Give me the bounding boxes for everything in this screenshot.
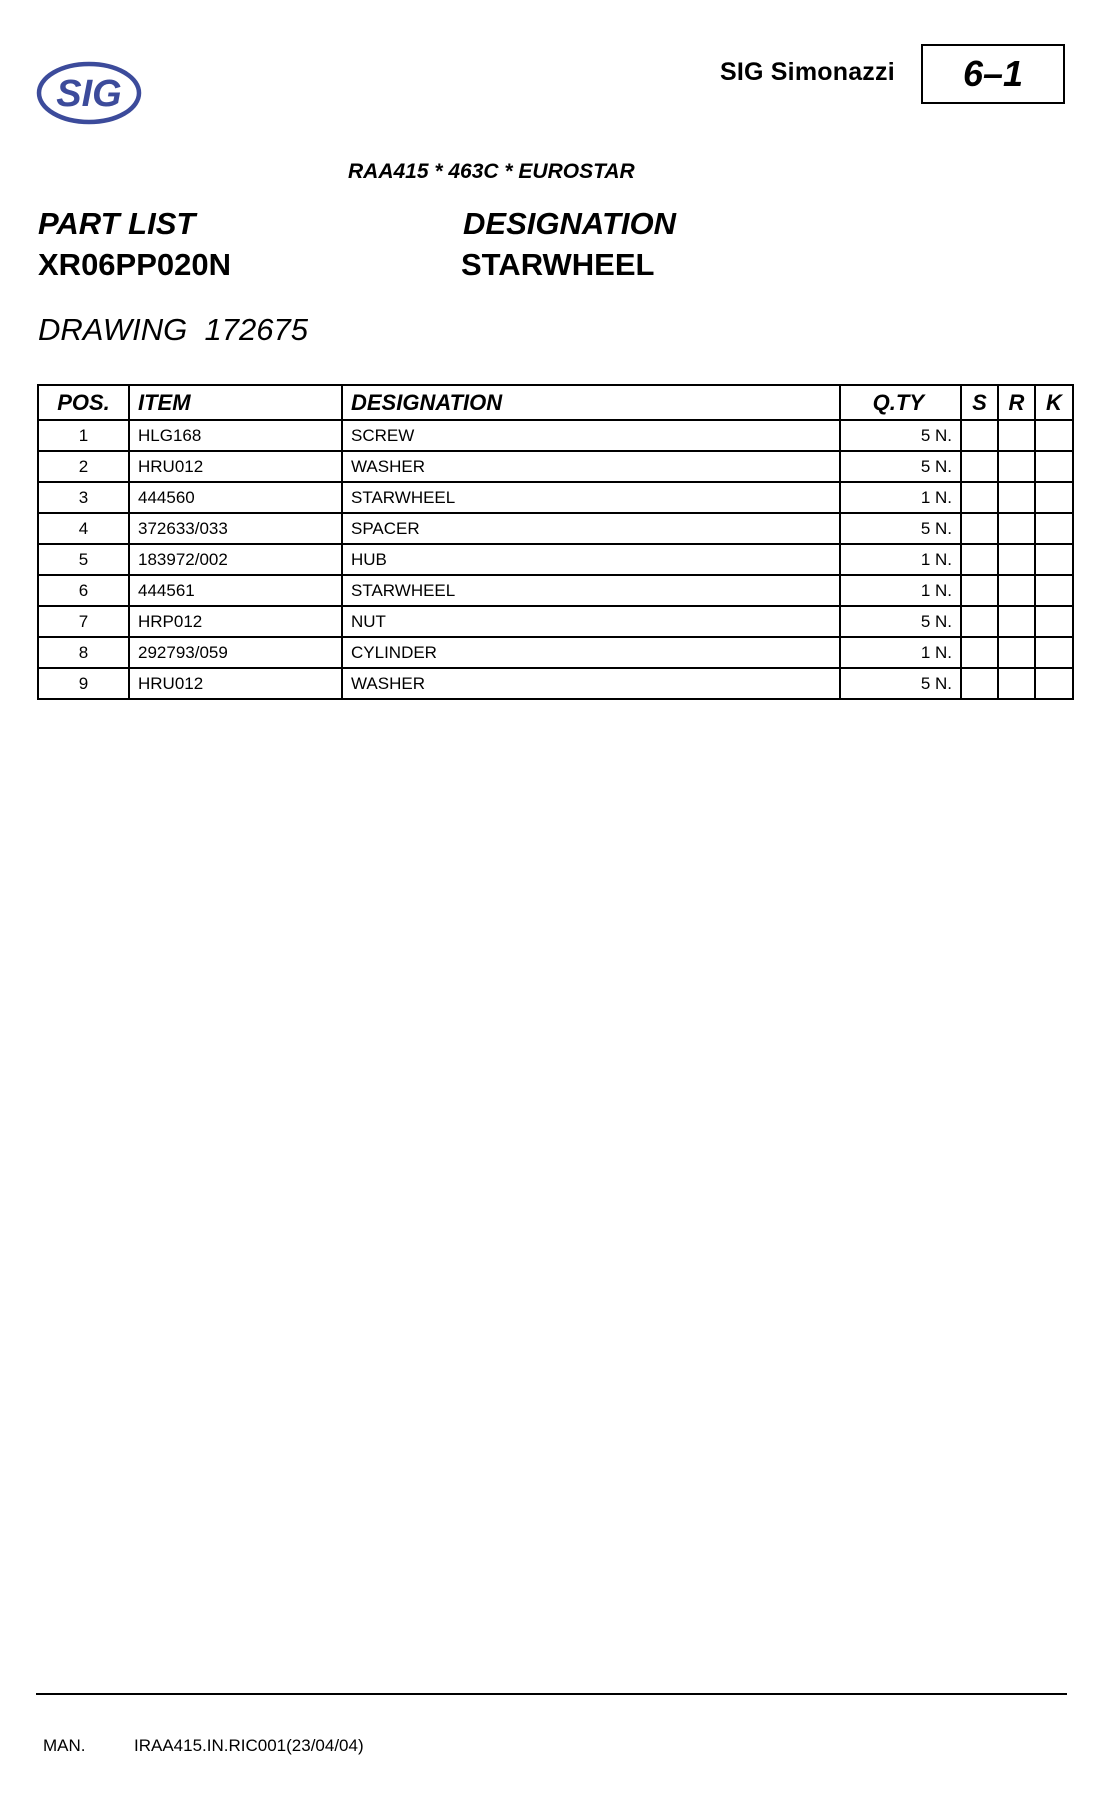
header-k: K — [1035, 385, 1073, 420]
cell-designation: WASHER — [342, 668, 840, 699]
part-list-code: XR06PP020N — [38, 247, 232, 282]
header-qty: Q.TY — [840, 385, 961, 420]
cell-r — [998, 668, 1035, 699]
cell-designation: STARWHEEL — [342, 575, 840, 606]
table-row — [38, 420, 1073, 451]
logo-text: SIG — [56, 73, 122, 115]
table-row — [38, 668, 1073, 699]
cell-qty: 5 N. — [840, 420, 961, 451]
table-row — [38, 575, 1073, 606]
cell-pos: 1 — [38, 420, 129, 451]
cell-k — [1035, 606, 1073, 637]
cell-s — [961, 513, 998, 544]
cell-r — [998, 637, 1035, 668]
header-item: ITEM — [129, 385, 342, 420]
cell-designation: WASHER — [342, 451, 840, 482]
cell-designation: HUB — [342, 544, 840, 575]
cell-qty: 1 N. — [840, 637, 961, 668]
cell-r — [998, 544, 1035, 575]
footer-manual-label: MAN. — [43, 1736, 86, 1755]
cell-pos: 2 — [38, 451, 129, 482]
drawing-number: DRAWING 172675 — [38, 312, 308, 347]
cell-k — [1035, 482, 1073, 513]
designation-label: DESIGNATION — [463, 206, 676, 241]
cell-qty: 1 N. — [840, 544, 961, 575]
header-designation: DESIGNATION — [342, 385, 840, 420]
cell-qty: 5 N. — [840, 513, 961, 544]
cell-designation: SPACER — [342, 513, 840, 544]
header-pos: POS. — [38, 385, 129, 420]
cell-designation: CYLINDER — [342, 637, 840, 668]
table-row — [38, 606, 1073, 637]
table-row — [38, 544, 1073, 575]
cell-item: HLG168 — [129, 420, 342, 451]
table-row — [38, 451, 1073, 482]
cell-pos: 3 — [38, 482, 129, 513]
cell-item: 444560 — [129, 482, 342, 513]
cell-r — [998, 482, 1035, 513]
part-list-label: PART LIST — [38, 206, 196, 241]
cell-pos: 4 — [38, 513, 129, 544]
cell-r — [998, 513, 1035, 544]
company-name: SIG Simonazzi — [720, 58, 895, 86]
cell-item: 372633/033 — [129, 513, 342, 544]
sig-logo-mark — [36, 60, 142, 126]
cell-item: 292793/059 — [129, 637, 342, 668]
cell-item: HRP012 — [129, 606, 342, 637]
parts-table — [37, 384, 1074, 700]
page-number: 6–1 — [962, 53, 1024, 94]
cell-s — [961, 482, 998, 513]
cell-designation: STARWHEEL — [342, 482, 840, 513]
table-row — [38, 482, 1073, 513]
cell-k — [1035, 668, 1073, 699]
designation-value: STARWHEEL — [461, 247, 655, 282]
sig-logo — [36, 60, 142, 126]
table-header-row — [38, 385, 1073, 420]
cell-item: HRU012 — [129, 451, 342, 482]
cell-s — [961, 544, 998, 575]
cell-pos: 5 — [38, 544, 129, 575]
cell-qty: 5 N. — [840, 606, 961, 637]
parts-table-body — [38, 420, 1073, 699]
cell-r — [998, 575, 1035, 606]
machine-reference: RAA415 * 463C * EUROSTAR — [348, 160, 635, 183]
cell-s — [961, 420, 998, 451]
cell-k — [1035, 544, 1073, 575]
cell-k — [1035, 420, 1073, 451]
cell-pos: 7 — [38, 606, 129, 637]
cell-r — [998, 451, 1035, 482]
cell-qty: 5 N. — [840, 451, 961, 482]
cell-designation: SCREW — [342, 420, 840, 451]
header-r: R — [998, 385, 1035, 420]
cell-designation: NUT — [342, 606, 840, 637]
cell-r — [998, 606, 1035, 637]
cell-k — [1035, 451, 1073, 482]
cell-qty: 5 N. — [840, 668, 961, 699]
cell-s — [961, 451, 998, 482]
cell-k — [1035, 575, 1073, 606]
cell-k — [1035, 637, 1073, 668]
cell-k — [1035, 513, 1073, 544]
cell-item: 444561 — [129, 575, 342, 606]
footer-divider — [36, 1693, 1067, 1695]
cell-s — [961, 668, 998, 699]
cell-qty: 1 N. — [840, 482, 961, 513]
cell-item: HRU012 — [129, 668, 342, 699]
cell-s — [961, 575, 998, 606]
cell-item: 183972/002 — [129, 544, 342, 575]
header-s: S — [961, 385, 998, 420]
cell-r — [998, 420, 1035, 451]
cell-pos: 8 — [38, 637, 129, 668]
table-row — [38, 513, 1073, 544]
footer-reference: IRAA415.IN.RIC001(23/04/04) — [134, 1736, 364, 1755]
page-number-box — [921, 44, 1065, 104]
cell-s — [961, 637, 998, 668]
cell-pos: 6 — [38, 575, 129, 606]
cell-qty: 1 N. — [840, 575, 961, 606]
table-row — [38, 637, 1073, 668]
cell-s — [961, 606, 998, 637]
cell-pos: 9 — [38, 668, 129, 699]
